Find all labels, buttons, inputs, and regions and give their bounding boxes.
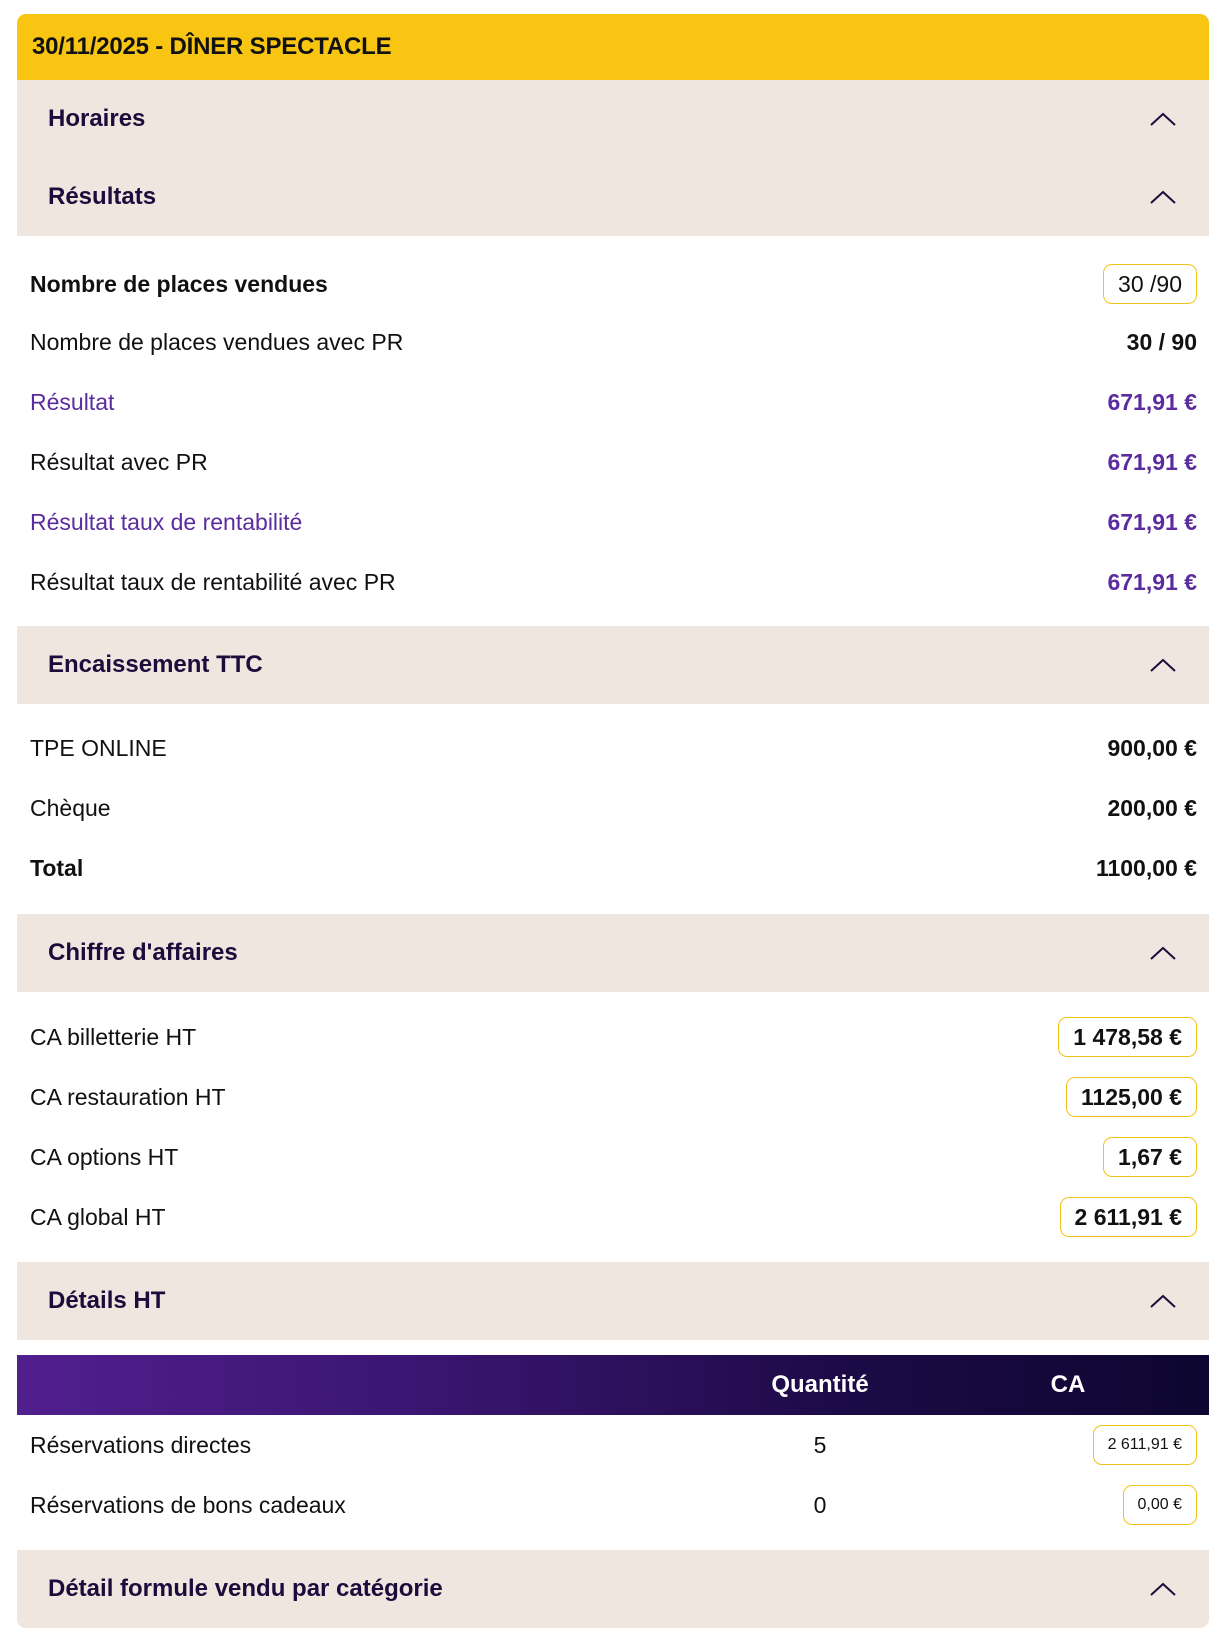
row-ca-box: 2 611,91 € <box>1093 1425 1197 1465</box>
revenue-value-box: 1 478,58 € <box>1058 1017 1197 1057</box>
chevron-up-icon <box>1149 189 1177 205</box>
revenue-row <box>17 1007 1209 1067</box>
revenue-value-box: 2 611,91 € <box>1060 1197 1197 1237</box>
result-value: 671,91 € <box>1107 568 1197 595</box>
table-row <box>17 1415 1209 1475</box>
result-label: Nombre de places vendues avec PR <box>30 328 404 355</box>
payment-label: TPE ONLINE <box>30 734 167 761</box>
revenue-label: CA billetterie HT <box>30 1023 197 1050</box>
result-row <box>17 256 1209 312</box>
revenue-label: CA restauration HT <box>30 1083 226 1110</box>
result-label: Nombre de places vendues <box>30 270 328 297</box>
chevron-up-icon <box>1149 111 1177 127</box>
result-row <box>17 312 1209 372</box>
section-horaires-toggle[interactable] <box>17 80 1209 158</box>
section-resultats-toggle[interactable] <box>17 158 1209 236</box>
event-title: 30/11/2025 - DÎNER SPECTACLE <box>32 33 392 60</box>
event-header <box>17 14 1209 80</box>
payment-value: 200,00 € <box>1107 794 1197 821</box>
revenue-row <box>17 1127 1209 1187</box>
result-value: 671,91 € <box>1107 448 1197 475</box>
row-label: Réservations de bons cadeaux <box>30 1491 346 1518</box>
details-table <box>17 1340 1209 1550</box>
section-resultats-title: Résultats <box>48 183 157 210</box>
payment-row <box>17 778 1209 838</box>
chevron-up-icon <box>1149 1293 1177 1309</box>
section-encaissement-title: Encaissement TTC <box>48 651 263 678</box>
details-table-header <box>17 1355 1209 1415</box>
result-row <box>17 372 1209 432</box>
result-row <box>17 552 1209 612</box>
result-label: Résultat <box>30 388 115 415</box>
result-value: 30 / 90 <box>1126 328 1197 355</box>
table-row <box>17 1475 1209 1535</box>
payment-total-row <box>17 838 1209 898</box>
revenue-label: CA options HT <box>30 1143 179 1170</box>
chevron-up-icon <box>1149 657 1177 673</box>
section-encaissement-toggle[interactable] <box>17 626 1209 704</box>
row-ca-box: 0,00 € <box>1123 1485 1197 1525</box>
section-chiffre-toggle[interactable] <box>17 914 1209 992</box>
column-header-ca: CA <box>1050 1371 1086 1398</box>
chevron-up-icon <box>1149 1581 1177 1597</box>
event-card <box>17 14 1209 1628</box>
payment-row <box>17 718 1209 778</box>
section-formule-toggle[interactable] <box>17 1550 1209 1628</box>
result-label: Résultat taux de rentabilité avec PR <box>30 568 396 595</box>
result-row <box>17 432 1209 492</box>
result-label: Résultat avec PR <box>30 448 208 475</box>
revenue-row <box>17 1187 1209 1247</box>
row-quantity: 0 <box>813 1491 827 1518</box>
result-row <box>17 492 1209 552</box>
resultats-body <box>17 236 1209 626</box>
revenue-value-box: 1125,00 € <box>1066 1077 1197 1117</box>
section-details-toggle[interactable] <box>17 1262 1209 1340</box>
payment-value: 900,00 € <box>1107 734 1197 761</box>
result-value: 671,91 € <box>1107 388 1197 415</box>
payment-total-label: Total <box>30 854 84 881</box>
revenue-row <box>17 1067 1209 1127</box>
payment-label: Chèque <box>30 794 111 821</box>
chevron-up-icon <box>1149 945 1177 961</box>
section-chiffre-title: Chiffre d'affaires <box>48 939 238 966</box>
revenue-value-box: 1,67 € <box>1103 1137 1197 1177</box>
result-value: 671,91 € <box>1107 508 1197 535</box>
chiffre-body <box>17 992 1209 1262</box>
section-formule-title: Détail formule vendu par catégorie <box>48 1575 443 1602</box>
revenue-label: CA global HT <box>30 1203 166 1230</box>
column-header-quantite: Quantité <box>771 1371 869 1398</box>
section-details-title: Détails HT <box>48 1287 166 1314</box>
row-quantity: 5 <box>813 1431 827 1458</box>
payment-total-value: 1100,00 € <box>1095 854 1197 881</box>
result-value-box: 30 /90 <box>1103 264 1197 304</box>
row-label: Réservations directes <box>30 1431 252 1458</box>
section-horaires-title: Horaires <box>48 105 146 132</box>
encaissement-body <box>17 704 1209 914</box>
result-label: Résultat taux de rentabilité <box>30 508 303 535</box>
